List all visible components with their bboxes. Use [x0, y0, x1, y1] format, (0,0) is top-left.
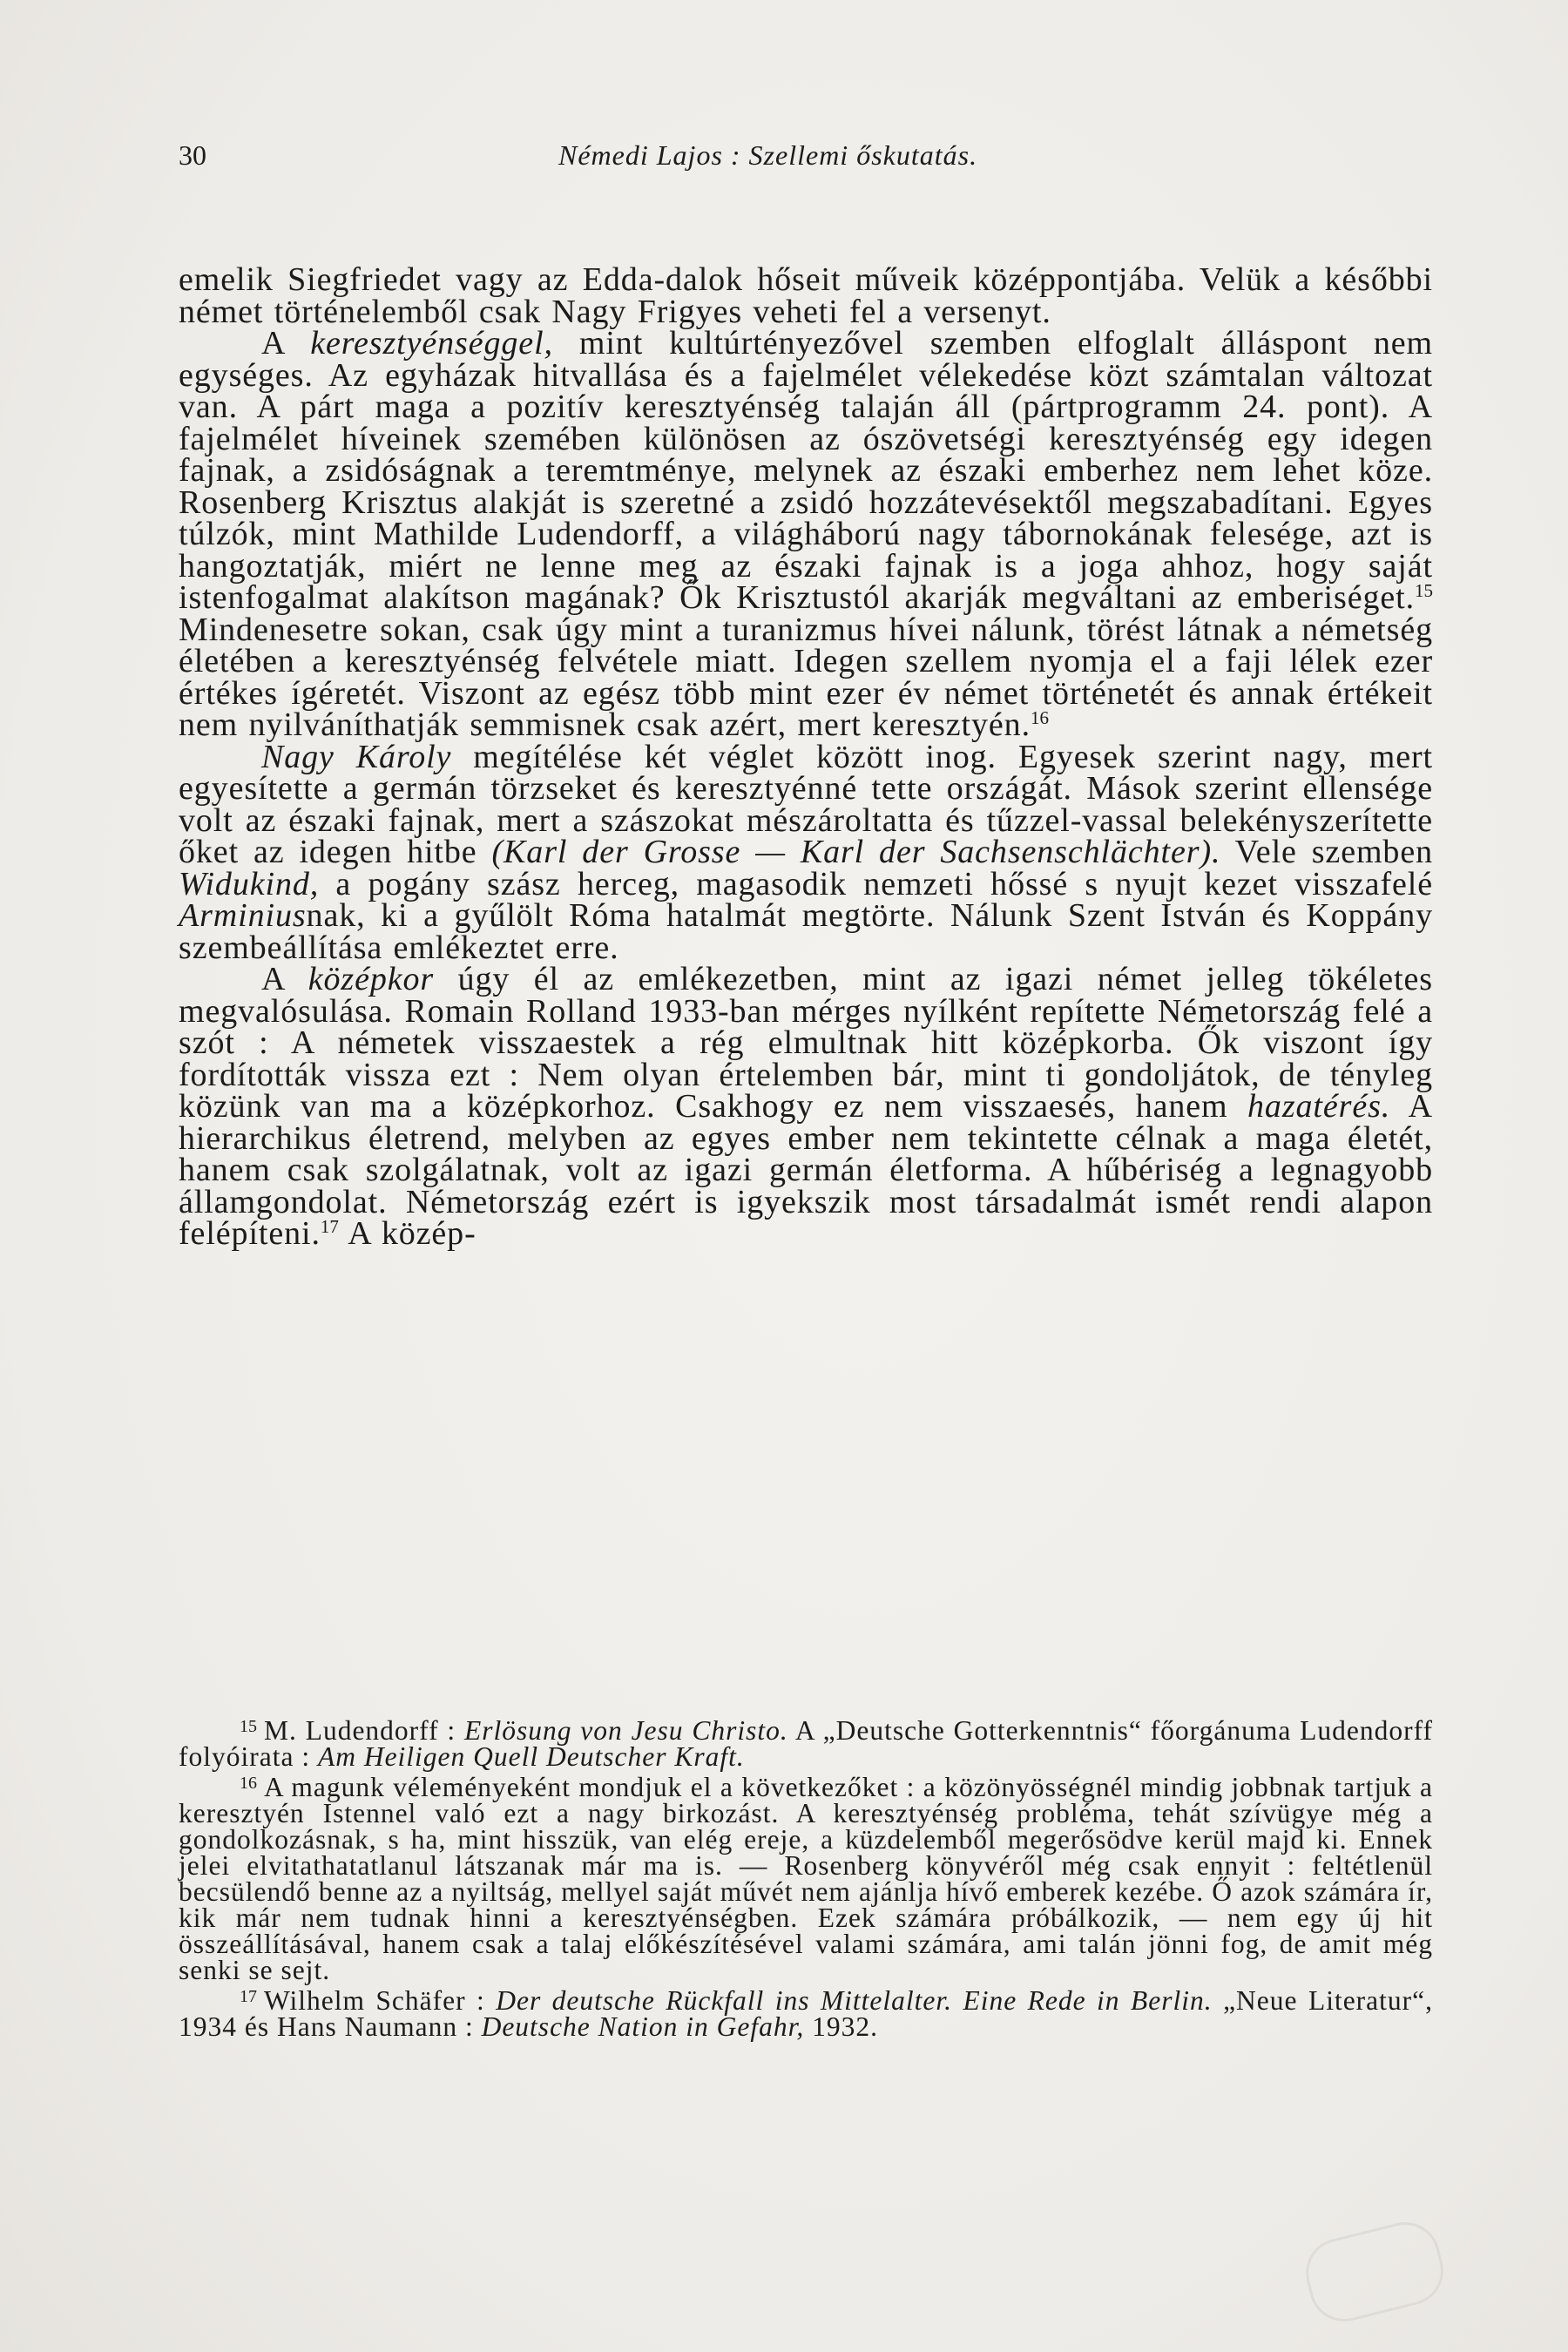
- footnote-number: 17: [240, 1987, 257, 2006]
- footnote-number: 16: [240, 1774, 257, 1793]
- footnote-17: $^{17}$ Wilhelm Schäfer : Der deutsche Rückfall ins Mittelalter. Eine Rede in Berlin. „Neue Literatur“, 1934 és Hans Naumann : Deutsche Nation in Gefahr, 1932.: [179, 1985, 1434, 2042]
- footnote-16: $^{16}$ A magunk véleményeként mondjuk el a következőket : a közönyösségnél mindig jobbnak tartjuk a keresztyén Istennel való ezt a nagy birkozást. A keresztyénség probléma, tehát szívügye még a gondolkozásnak, s ha, mint hisszük, van elég ereje, a küzdelemből megerősödve kerül majd ki. Ennek jelei elvitathatatlanul látszanak már ma is. — Rosenberg könyvéről még csak ennyit : feltétlenül becsülendő benne az a nyiltság, mellyel saját művét nem ajánlja hívő emberek kezébe. Ő azok számára ír, kik már nem tudnak hinni a keresztyénségben. Ezek számára próbálkozik, — nem egy új hit összeállításával, hanem csak a talaj előkészítésével valami számára, ami talán jönni fog, de amit még senki se sejt.: [179, 1772, 1433, 1985]
- library-stamp-watermark: [1299, 2215, 1451, 2329]
- footnotes: [179, 1713, 1433, 2040]
- running-head: [179, 139, 1433, 178]
- footnote-ref-16[interactable]: 16: [1030, 707, 1049, 728]
- footnote-ref-15[interactable]: 15: [1415, 580, 1433, 601]
- page-number: 30: [179, 139, 206, 171]
- paragraph-charlemagne: Nagy Károly megítélése két véglet között inog. Egyesek szerint nagy, mert egyesítette a germán törzseket és keresztyénné tette országát. Mások szerint ellensége volt az északi fajnak, mert a szászokat mészároltatta és tűzzel-vassal belekényszerítette őket az idegen hitbe (Karl der Grosse — Karl der Sachsenschlächter). Vele szemben Widukind, a pogány szász herceg, magasodik nemzeti hőssé s nyujt kezet visszafelé Arminiusnak, ki a gyűlölt Róma hatalmát megtörte. Nálunk Szent István és Koppány szembeállítása emlékeztet erre.: [179, 738, 1433, 966]
- footnote-ref-17[interactable]: 17: [320, 1216, 339, 1237]
- paragraph-christianity: A keresztyénséggel, mint kultúrtényezővel szemben elfoglalt álláspont nem egységes. Az egyházak hitvallása és a fajelmélet vélekedése közt számtalan változat van. A párt maga a pozitív keresztyénség talaján áll (pártprogramm 24. pont). A fajelmélet híveinek szemében különösen az ószövetségi keresztyénség egy idegen fajnak, a zsidóságnak a teremtménye, melynek az északi emberhez nem lehet köze. Rosenberg Krisztus alakját is szeretné a zsidó hozzátevésektől megszabadítani. Egyes túlzók, mint Mathilde Ludendorff, a világháború nagy tábornokának felesége, azt is hangoztatják, miért ne lenne meg az északi fajnak is a joga ahhoz, hogy saját istenfogalmat alakítson magának? Ők Krisztustól akarják megváltani az emberiséget.$^{15}$ Mindenesetre sokan, csak úgy mint a turanizmus hívei nálunk, törést látnak a németség életében a keresztyénség felvétele miatt. Idegen szellem nyomja el a faji lélek ezer értékes ígéretét. Viszont az egész több mint ezer év német történetét és annak értékeit nem nyilváníthatják semmisnek csak azért, mert keresztyén.$^{16}$: [179, 325, 1433, 743]
- body-text: [179, 261, 1433, 1252]
- running-title: Némedi Lajos : Szellemi őskutatás.: [558, 139, 978, 171]
- footnote-number: 15: [240, 1717, 257, 1736]
- paragraph-1: emelik Siegfriedet vagy az Edda-dalok hőseit műveik középpontjába. Velük a későbbi német történelemből csak Nagy Frigyes veheti fel a versenyt.: [179, 261, 1433, 330]
- paragraph-middle-ages: A középkor úgy él az emlékezetben, mint az igazi német jelleg tökéletes megvalósulása. Romain Rolland 1933-ban mérges nyílként repítette Németország felé a szót : A németek visszaestek a rég elmultnak hitt középkorba. Ők viszont így fordították vissza ezt : Nem olyan értelemben bár, mint ti gondoljátok, de tényleg közünk van ma a középkorhoz. Csakhogy ez nem visszaesés, hanem hazatérés. A hierarchikus életrend, melyben az egyes ember nem tekintette célnak a maga életét, hanem csak szolgálatnak, volt az igazi germán életforma. A hűbériség a legnagyobb államgondolat. Németország ezért is igyekszik most társadalmát ismét rendi alapon felépíteni.$^{17}$ A közép-: [179, 961, 1433, 1252]
- footnote-15: $^{15}$ M. Ludendorff : Erlösung von Jesu Christo. A „Deutsche Gotterkenntnis“ főorgánuma Ludendorff folyóirata : Am Heiligen Quell Deutscher Kraft.: [179, 1715, 1433, 1772]
